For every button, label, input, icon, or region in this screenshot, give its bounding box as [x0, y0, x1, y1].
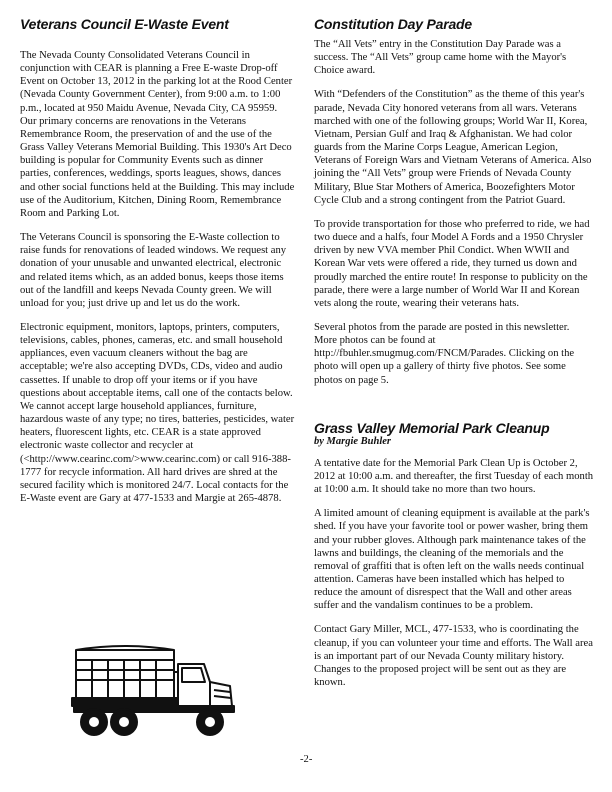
parade-title: Constitution Day Parade	[314, 16, 472, 32]
page-number: -2-	[300, 754, 313, 765]
cleanup-paragraph-1: A tentative date for the Memorial Park Clean Up is October 2, 2012 at 10:00 a.m. and thereafter, the first Tuesday of each month at 10:00 a.m. It should take no more than two hours.	[314, 457, 594, 496]
right-column	[314, 16, 594, 700]
ewaste-paragraph-2: The Veterans Council is sponsoring the E-Waste collection to raise funds for renovations of leaded windows. We request any donation of your unusable and unwanted electrical, electronic and related items which, as an added bonus, keeps those items out of the landfill and keeps Nevada County green. We will unload for you; just drive up and let us do the work.	[20, 232, 287, 309]
cleanup-paragraph-2: A limited amount of cleaning equipment is available at the park's shed. If you have your favorite tool or power washer, bring them and your rubber gloves. Although park maintenance takes of the lawns and buildings, the cleaning of the memorials and the removal of graffiti that is often left on the walls needs continual attention. Cameras have been installed which has helped to reduce the amount of disrespect that the Wall and other areas suffer and the vandalism continues to be a problem.	[314, 508, 590, 612]
section-spacer	[314, 398, 594, 420]
ewaste-paragraph-1: The Nevada County Consolidated Veterans Council in conjunction with CEAR is planning a Free E-waste Drop-off Event on October 13, 2012 in the parking lot at the Rood Center (Nevada County Government Center), from 9:00 a.m. to 1:00 p.m., located at 950 Maidu Avenue, Nevada City, CA 95959. Our primary concerns are renovations in the Veterans Remembrance Room, the preservation of and the use of the Grass Valley Veterans Memorial Building. This 1930's Art Deco building is popular for Community Events such as dinner parties, conferences, weddings, sports leagues, shows, dances and other social functions held at the Building. This may include use of the Auditorium, Kitchen, Dining Room, Remembrance Room and Parking Lot.	[20, 50, 295, 219]
cleanup-paragraph-3: Contact Gary Miller, MCL, 477-1533, who is coordinating the cleanup, if you can volunteer your time and efforts. The Wall area is an important part of our Nevada County military history. Changes to the proposed project will be sent out as they are known.	[314, 624, 593, 689]
ewaste-title: Veterans Council E-Waste Event	[20, 16, 229, 32]
military-truck-icon	[70, 636, 236, 742]
cleanup-title: Grass Valley Memorial Park Cleanup	[314, 419, 550, 436]
ewaste-paragraph-3: Electronic equipment, monitors, laptops, printers, computers, televisions, cables, phones, cameras, etc. and small household appliances, even vacuum cleaners without the bag are acceptable; we're also accepting DVDs, CDs, video and audio cassettes. If unable to drop off your items or if you have questions about acceptable items, call one of the contacts below. We cannot accept large household appliances, furniture, hazardous waste of any type; no tires, batteries, pesticides, water heaters, fluorescent lights, etc. CEAR is a state approved electronic waste collector and recycler at (<http://www.cearinc.com/>www.cearinc.com) or call 916-388-1777 for recycle information. All hard drives are shred at the secured facility which is monitored 24/7. Local contacts for the E-Waste event are Gary at 477-1533 and Margie at 265-4878.	[20, 321, 295, 504]
parade-paragraph-4: Several photos from the parade are posted in this newsletter. More photos can be found at http://fbuhler.smugmug.com/FNCM/Parades. Clicking on the photo will open up a gallery of thirty five photos. See some photos on page 5.	[314, 321, 575, 386]
parade-paragraph-2: With “Defenders of the Constitution” as the theme of this year's parade, Nevada City honored veterans from all wars. Veterans marched with one of the following groups; World War II, Korea, Vietnam, Persian Gulf and Iraq & Afghanistan. We had color guards from the Marine Corps League, American Legion, Veterans of Foreign Wars and Vietnam Veterans of America. Also joining the “All Vets” group were Friends of Nevada County Military, Blue Star Mothers of America, Boozefighters Motor Cycle Club and a strong contingent from the Patriot Guard.	[314, 89, 592, 206]
ewaste-article	[20, 16, 296, 516]
cleanup-byline: by Margie Buhler	[314, 435, 392, 447]
parade-paragraph-3: To provide transportation for those who preferred to ride, we had two duece and a halfs, four Model A Fords and a 1950 Chrysler driven by new VVA member Phil Condict. When WWII and Korean War vets were offered a ride, they turned us down and proudly marched the entire route! In response to publicity on the parade, there were a large number of World War II and Korean vets along the route, wearing their veterans hats.	[314, 218, 590, 309]
parade-paragraph-1: The “All Vets” entry in the Constitution Day Parade was a success. The “All Vets” group came home with the Mayor's Choice award.	[314, 39, 567, 77]
